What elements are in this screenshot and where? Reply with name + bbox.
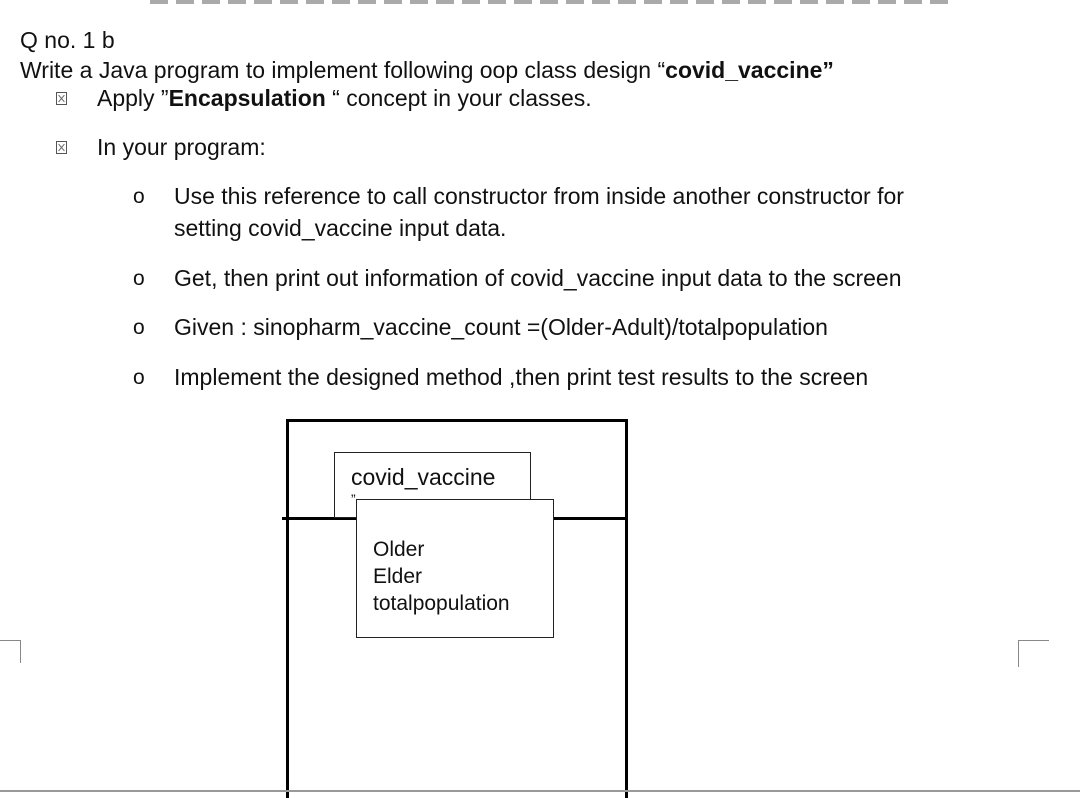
checkbox-bullet-icon: [56, 141, 67, 154]
intro-text: Write a Java program to implement following oop class design “: [20, 57, 666, 83]
cut-off-line: [150, 0, 950, 4]
page-bottom-line: [0, 790, 1080, 792]
sub-item-line: Given : sinopharm_vaccine_count =(Older-Adult)/totalpopulation: [174, 314, 828, 340]
bullet-bold: Encapsulation: [168, 85, 326, 111]
diagram-divider-right: [553, 517, 628, 520]
intro-bold-class: covid_vaccine”: [665, 57, 834, 83]
checkbox-bullet-icon: [56, 92, 67, 105]
diagram-frame-left: [286, 419, 289, 798]
sub-item-line: setting covid_vaccine input data.: [174, 215, 507, 241]
diagram-frame-top: [286, 419, 628, 422]
attribute: Elder: [373, 565, 423, 588]
diagram-frame-right: [625, 419, 628, 798]
bullet-encapsulation: [97, 84, 592, 112]
sub-item-marker: o: [133, 267, 145, 290]
bullet-suffix: “ concept in your classes.: [325, 85, 592, 111]
attributes-box: [356, 499, 554, 638]
sub-item-line: Implement the designed method ,then print test results to the screen: [174, 364, 869, 390]
bullet-prefix: Apply ”: [97, 85, 169, 111]
page-corner-left: [0, 640, 21, 663]
sub-item-marker: o: [133, 185, 145, 208]
stray-mark: ”: [351, 491, 356, 507]
class-name: covid_vaccine: [351, 464, 496, 490]
sub-item-marker: o: [133, 366, 145, 389]
attribute: totalpopulation: [373, 592, 510, 615]
page-corner-right: [1018, 640, 1049, 667]
sub-item-line: Use this reference to call constructor from inside another constructor for: [174, 183, 904, 209]
question-intro: [20, 56, 834, 84]
question-title: Q no. 1 b: [20, 27, 115, 53]
sub-item-line: Get, then print out information of covid_vaccine input data to the screen: [174, 265, 902, 291]
bullet-in-program: In your program:: [97, 134, 266, 160]
attribute: Older: [373, 538, 425, 561]
sub-item-marker: o: [133, 316, 145, 339]
